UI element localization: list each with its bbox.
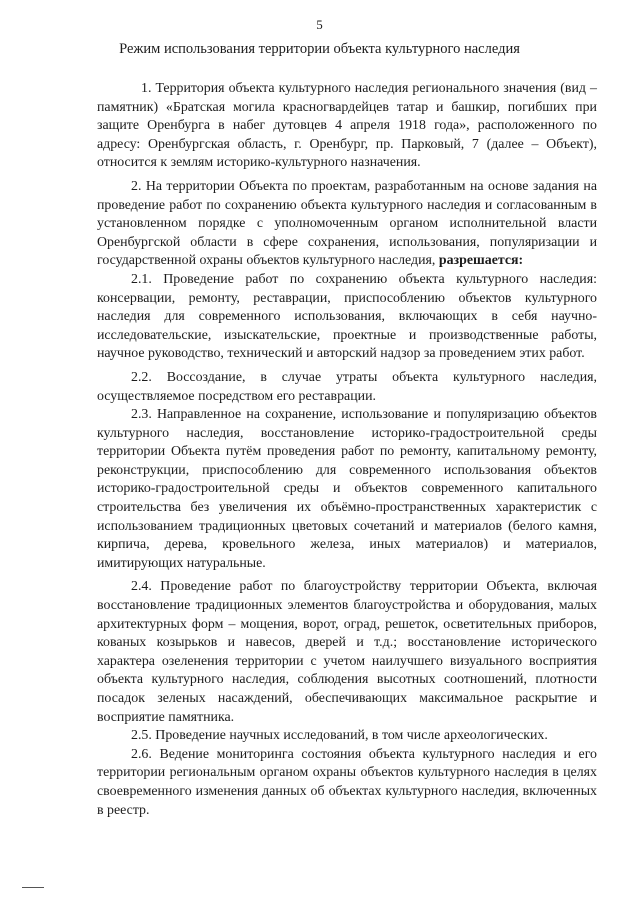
paragraph-2-2: [97, 369, 597, 406]
paragraph-2-3-text: 2.3. Направленное на сохранение, использование и популяризацию объектов культурного наследия, восстановление историко-градостроительной среды территории Объекта путём проведения работ по ремонту, капитальному ремонту, реконструкции, приспособлению для современного использования объектов историко-градостроительной среды и объектов современного капитального строительства без увеличения их объёмно-пространственных характеристик с использованием традиционных цветовых сочетаний и материалов (белого камня, кирпича, дерева, кровельного железа, иных материалов) и материалов, имитирующих натуральные.: [97, 407, 597, 571]
paragraph-2-6-text: 2.6. Ведение мониторинга состояния объекта культурного наследия и его территории региональным органом охраны объектов культурного наследия в целях своевременного изменения данных об объектах культурного наследия, включенных в реестр.: [97, 746, 597, 818]
paragraph-2-5-text: 2.5. Проведение научных исследований, в том числе археологических.: [131, 728, 548, 744]
paragraph-2-text: 2. На территории Объекта по проектам, разработанным на основе задания на проведение работ по сохранению объекта культурного наследия и согласованным в установленном порядке с уполномоченным органом исполнительной власти Оренбургской области в сфере сохранения, использования, популяризации и государственной охраны объектов культурного наследия,: [97, 178, 597, 269]
paragraph-2-3: [97, 406, 597, 573]
allowed-keyword: разрешается:: [438, 253, 524, 269]
paragraph-2-4-text: 2.4. Проведение работ по благоустройству территории Объекта, включая восстановление традиционных элементов благоустройства и оборудования, малых архитектурных форм – мощения, ворот, оград, решеток, осветительных приборов, кованых козырьков и навесов, дверей и т.д.; восстановление исторического характера озеленения территории с учетом наилучшего визуального восприятия объекта культурного наследия, соблюдения высотных соотношений, плотности посадок зеленых насаждений, обеспечивающих максимальное раскрытие и восприятие памятника.: [97, 579, 597, 725]
page-number: 5: [316, 17, 323, 32]
paragraph-1: [97, 80, 597, 173]
paragraph-2-6: [97, 746, 597, 820]
document-body: [97, 80, 597, 820]
paragraph-2-2-text: 2.2. Воссоздание, в случае утраты объекта культурного наследия, осуществляемое посредством его реставрации.: [97, 369, 597, 404]
paragraph-2: [97, 178, 597, 271]
paragraph-2-1: [97, 271, 597, 364]
footer-rule: [22, 887, 44, 888]
paragraph-1-text: 1. Территория объекта культурного наследия регионального значения (вид – памятник) «Братская могила красногвардейцев татар и башкир, погибших при защите Оренбурга в набег дутовцев 4 апреля 1918 года», расположенного по адресу: Оренбургская область, г. Оренбург, пр. Парковый, 7 (далее – Объект), относится к землям историко-культурного назначения.: [97, 81, 597, 171]
paragraph-2-1-text: 2.1. Проведение работ по сохранению объекта культурного наследия: консервации, ремонту, реставрации, приспособлению объектов культурного наследия для современного использования, включающих в себя научно-исследовательские, изыскательские, проектные и производственные работы, научное руководство, технический и авторский надзор за проведением этих работ.: [97, 271, 597, 362]
paragraph-2-4: [97, 578, 597, 727]
paragraph-2-5: [97, 727, 597, 746]
section-title: Режим использования территории объекта культурного наследия: [119, 41, 520, 57]
